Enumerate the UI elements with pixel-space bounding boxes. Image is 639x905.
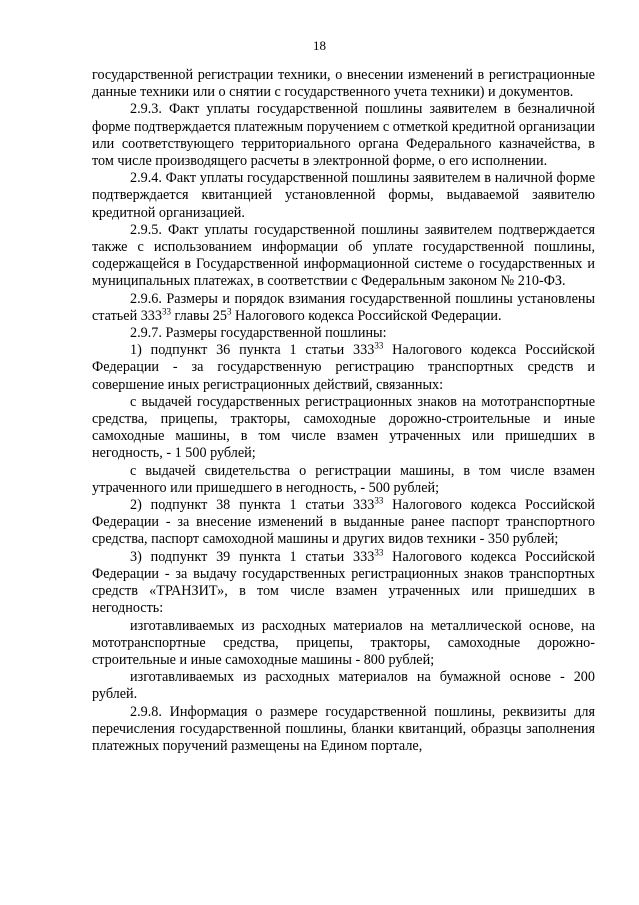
paragraph-text: государственной регистрации техники, о внесении изменений в регистрационные данные техники или о снятии с государственного учета техники) и документов.	[92, 67, 595, 101]
superscript: 33	[374, 546, 384, 557]
paragraph-text: главы 25	[171, 307, 227, 324]
paragraph-text: с выдачей государственных регистрационных знаков на мототранспортные средства, прицепы, тракторы, самоходные дорожно-строительные и иные самоходные машины, в том числе взамен утраченных или пришедших в негодность, - 1 500 рублей;	[92, 393, 595, 462]
paragraph-text: 2.9.7. Размеры государственной пошлины:	[130, 325, 387, 342]
superscript: 33	[162, 306, 171, 317]
list-subitem	[92, 618, 595, 670]
superscript: 33	[374, 495, 384, 506]
paragraph-2-9-7	[92, 325, 595, 342]
paragraph-text: изготавливаемых из расходных материалов на бумажной основе - 200 рублей.	[92, 669, 595, 703]
paragraph-text: 2.9.5. Факт уплаты государственной пошлины заявителем подтверждается также с использованием информации об уплате государственной пошлины, содержащейся в Государственной информационной системе о государственных и муниципальных платежах, в соответствии с Федеральным законом № 210-ФЗ.	[92, 221, 595, 290]
paragraph-text: 3) подпункт 39 пункта 1 статьи 333	[130, 548, 375, 565]
superscript: 3	[227, 306, 232, 317]
list-subitem	[92, 669, 595, 703]
paragraph-text: Налогового кодекса Российской Федерации - за выдачу государственных регистрационных знаков транспортных средств «ТРАНЗИТ», в том числе взамен утраченных или пришедших в негодность:	[92, 548, 595, 617]
page-number: 18	[313, 38, 326, 53]
paragraph-2-9-5	[92, 222, 595, 291]
paragraph-text: 2.9.3. Факт уплаты государственной пошлины заявителем в безналичной форме подтверждается платежным поручением с отметкой кредитной организации или соответствующего территориального органа Федерального казначейства, в том числе производящего расчеты в электронной форме, о его исполнении.	[92, 101, 595, 170]
paragraph-text: Налогового кодекса Российской Федерации - за государственную регистрацию транспортных средств и совершение иных регистрационных действий, связанных:	[92, 342, 595, 393]
paragraph-text: 2) подпункт 38 пункта 1 статьи 333	[130, 497, 375, 514]
paragraph-text: 2.9.8. Информация о размере государственной пошлины, реквизиты для перечисления государственной пошлины, бланки квитанций, образцы заполнения платежных поручений размещены на Едином портале,	[92, 703, 595, 754]
paragraph-text: 2.9.4. Факт уплаты государственной пошлины заявителем в наличной форме подтверждается квитанцией установленной формы, выдаваемой заявителю кредитной организацией.	[92, 170, 595, 221]
list-subitem	[92, 394, 595, 463]
paragraph-2-9-3	[92, 101, 595, 170]
paragraph-2-9-8	[92, 704, 595, 756]
paragraph-text: 2.9.6. Размеры и порядок взимания государственной пошлины установлены статьей 333	[92, 290, 595, 324]
list-item-3	[92, 546, 595, 618]
document-body	[92, 67, 595, 755]
superscript: 33	[374, 340, 384, 351]
paragraph-continuation	[92, 67, 595, 101]
paragraph-2-9-4	[92, 170, 595, 222]
paragraph-2-9-6	[92, 291, 595, 325]
paragraph-text: 1) подпункт 36 пункта 1 статьи 333	[130, 342, 375, 359]
paragraph-text: изготавливаемых из расходных материалов на металлической основе, на мототранспортные средства, прицепы, тракторы, самоходные дорожно-строительные и иные самоходные машины - 800 рублей;	[92, 617, 595, 668]
list-subitem	[92, 463, 595, 497]
paragraph-text: с выдачей свидетельства о регистрации машины, в том числе взамен утраченного или пришедшего в негодность, - 500 рублей;	[92, 462, 595, 496]
paragraph-text: Налогового кодекса Российской Федерации.	[231, 307, 502, 324]
paragraph-text: Налогового кодекса Российской Федерации - за внесение изменений в выданные ранее паспорт транспортного средства, паспорт самоходной машины и других видов техники - 350 рублей;	[92, 497, 595, 548]
list-item-1	[92, 342, 595, 394]
list-item-2	[92, 497, 595, 549]
